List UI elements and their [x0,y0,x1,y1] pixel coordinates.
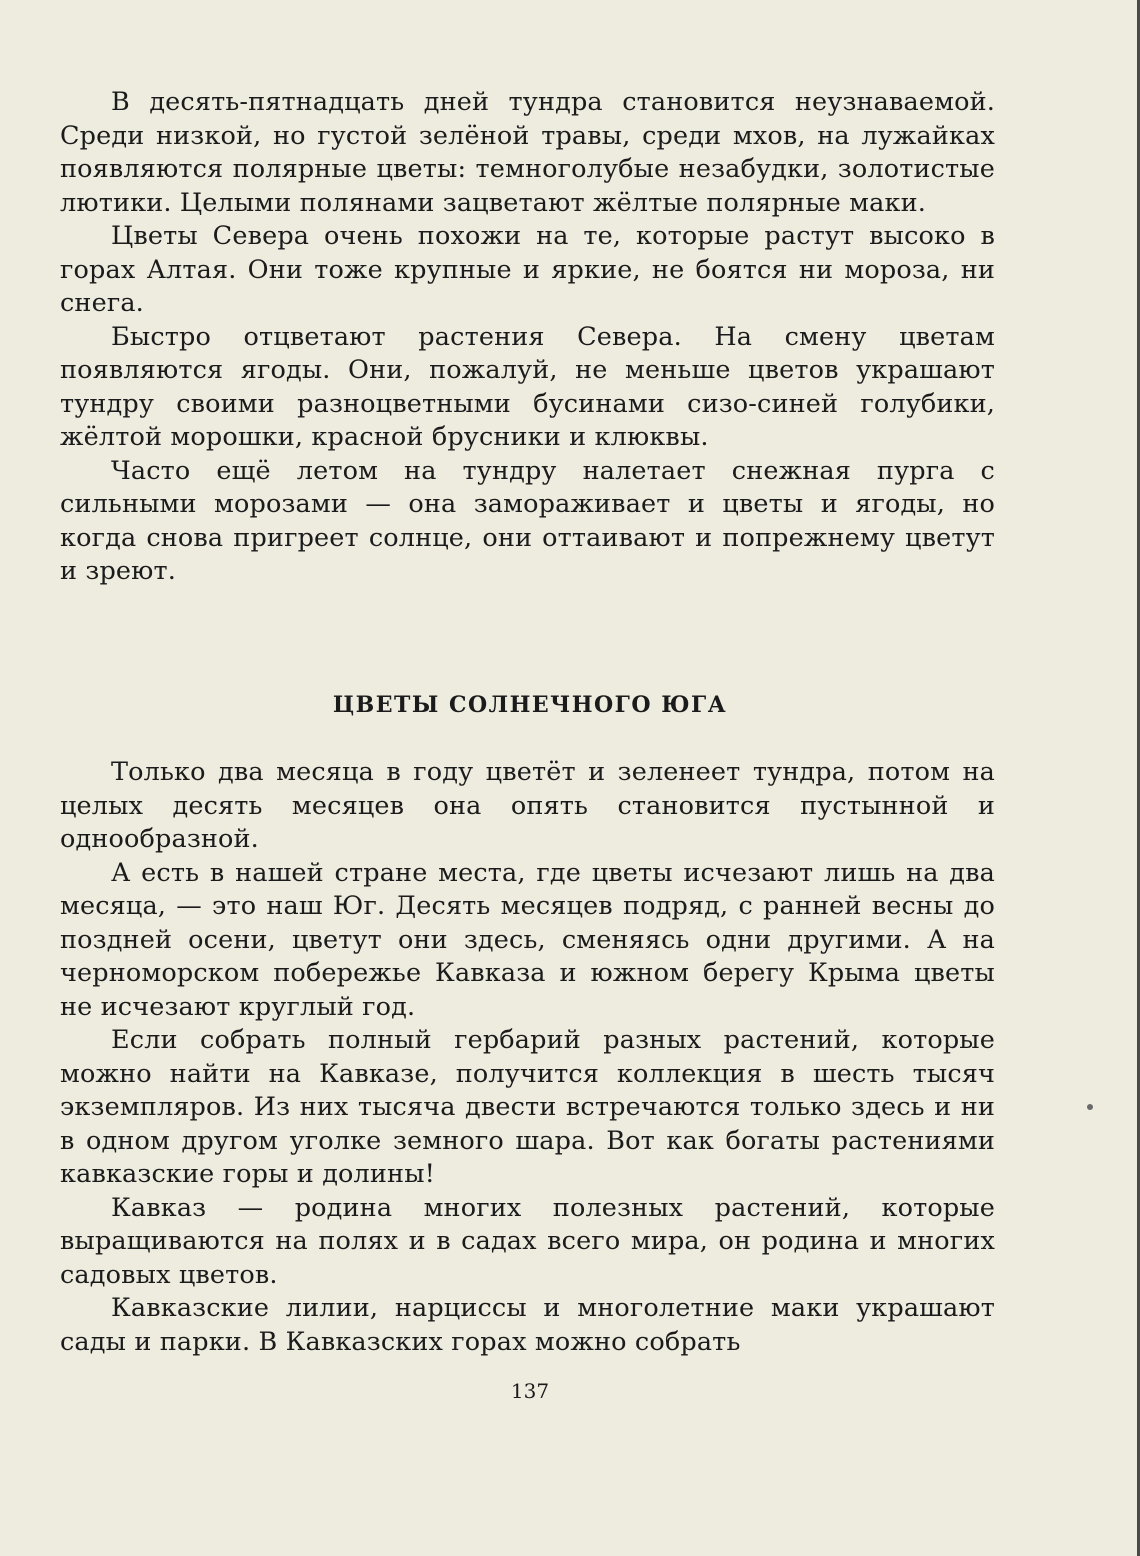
paragraph: Кавказские лилии, нарциссы и многолетние маки украшают сады и парки. В Кавказских горах можно собрать [60,1293,995,1357]
paragraph: Только два месяца в году цветёт и зеленеет тундра, потом на целых десять месяцев она опять становится пустынной и однообразной. [60,757,995,854]
paragraph: А есть в нашей стране места, где цветы исчезают лишь на два месяца, — это наш Юг. Десять месяцев подряд, с ранней весны до поздней осени, цветут они здесь, сменяясь одни другими. А на черноморском побережье Кавказа и южном берегу Крыма цветы не исчезают круглый год. [60,857,995,1022]
text-section-south [60,756,995,1359]
paragraph: Быстро отцветают растения Севера. На смену цветам появляются ягоды. Они, пожалуй, не меньше цветов украшают тундру своими разноцветными бусинами сизо-синей голубики, жёлтой морошки, красной брусники и клюквы. [60,321,995,452]
page-number: 137 [510,1379,550,1403]
paragraph: В десять-пятнадцать дней тундра становится неузнаваемой. Среди низкой, но густой зелёной травы, среди мхов, на лужайках появляются полярные цветы: темноголубые незабудки, золотистые лютики. Целыми полянами зацветают жёлтые полярные маки. [60,87,995,218]
paragraph: Часто ещё летом на тундру налетает снежная пурга с сильными морозами — она замораживает и цветы и ягоды, но когда снова пригреет солнце, они оттаивают и попрежнему цветут и зреют. [60,455,995,586]
ink-speck [1087,1104,1093,1110]
paragraph: Если собрать полный гербарий разных растений, которые можно найти на Кавказе, получится коллекция в шесть тысяч экземпляров. Из них тысяча двести встречаются только здесь и ни в одном другом уголке земного шара. Вот как богаты растениями кавказские горы и долины! [60,1025,995,1189]
section-heading: ЦВЕТЫ СОЛНЕЧНОГО ЮГА [332,692,728,718]
paragraph: Кавказ — родина многих полезных растений, которые выращиваются на полях и в садах всего мира, он родина и многих садовых цветов. [60,1192,995,1290]
text-section-north [60,86,995,589]
paragraph: Цветы Севера очень похожи на те, которые растут высоко в горах Алтая. Они тоже крупные и яркие, не боятся ни мороза, ни снега. [60,221,995,318]
